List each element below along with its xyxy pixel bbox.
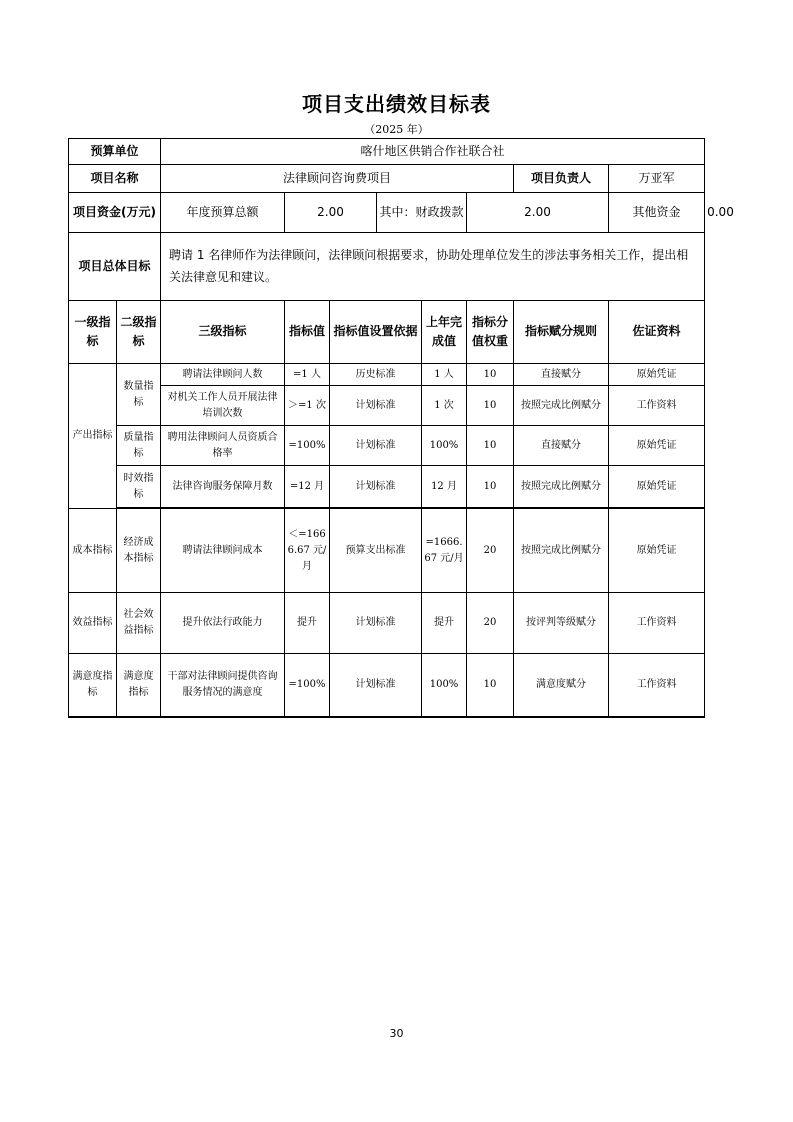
row-evidence: 原始凭证 [609, 364, 705, 386]
row-third-indicator: 干部对法律顾问提供咨询服务情况的满意度 [161, 654, 285, 717]
row-value: =100% [285, 654, 330, 717]
fiscal-label: 其中：财政拨款 [377, 193, 467, 233]
row-third-indicator: 聘请法律顾问人数 [161, 364, 285, 386]
row-weight: 10 [467, 654, 514, 717]
budget-unit-value: 喀什地区供销合作社联合社 [161, 139, 705, 165]
group-satisfaction: 满意度指标 [69, 654, 117, 717]
other-funds-label: 其他资金 [609, 193, 705, 233]
annual-budget-value: 2.00 [285, 193, 377, 233]
row-last-year: 1 人 [422, 364, 467, 386]
header-weight: 指标分值权重 [467, 301, 514, 364]
row-last-year: =1666.67 元/月 [422, 509, 467, 593]
group-satisfaction-sub: 满意度指标 [117, 654, 161, 717]
performance-table: 预算单位 喀什地区供销合作社联合社 项目名称 法律顾问咨询费项目 项目负责人 万亚军 项目资金(万元) 年度预算总额 2.00 其中：财政拨款 2.00 其他资金 0.00 项目总体目标 聘请 1 名律师作为法律顾问，法律顾问根据要求，协助处理单位发生的涉法事务相关工作，提出相关法律意见和建议。 一级指标 二级指标 三级指标 指标值 指标值设置依据 上年完成值 指标分值权重 指标赋分规则 佐证资料 产出指标 数量指标 聘请法律顾问人数 =1 人 历史标准 1 人 10 直接赋分 原始凭证 对机关工作人员开展法律培训次数 ＞=1 次 计划标准 1 次 10 按照完成比例赋分 工作资料 质量指标 聘用法律顾问人员资质合格率 =100% 计划标准 100% 10 直接赋分 原始凭证 时效指标 法律咨询服务保障月数 =12 月 计划标准 12 月 10 按照完成比例赋分 原始凭证 成本指标 经济成本指标 聘请法律顾问成本 ＜=1666.67 元/月 预算支出标准 =1666.67 元/月 20 按照完成比例赋分 原始凭证 效益指标 社会效益指标 提升依法行政能力 提升 计划标准 提升 20 按评判等级赋分 工作资料 满意度指标 满意度指标 干部对法律顾问提供咨询服务情况的满意度 =100% 计划标准 100% 10 满意度赋分 工作资料 [68, 138, 705, 718]
group-output-time: 时效指标 [117, 466, 161, 508]
row-evidence: 原始凭证 [609, 426, 705, 466]
row-evidence: 工作资料 [609, 386, 705, 426]
group-output-quality: 质量指标 [117, 426, 161, 466]
row-value: 提升 [285, 593, 330, 654]
row-evidence: 原始凭证 [609, 466, 705, 508]
header-value: 指标值 [285, 301, 330, 364]
annual-budget-label: 年度预算总额 [161, 193, 285, 233]
overall-goal-text: 聘请 1 名律师作为法律顾问，法律顾问根据要求，协助处理单位发生的涉法事务相关工作，提出相关法律意见和建议。 [161, 233, 705, 301]
overall-goal-label: 项目总体目标 [69, 233, 161, 301]
header-last-year: 上年完成值 [422, 301, 467, 364]
row-evidence: 原始凭证 [609, 509, 705, 593]
row-basis: 计划标准 [330, 426, 422, 466]
project-name-label: 项目名称 [69, 165, 161, 193]
row-weight: 20 [467, 509, 514, 593]
row-rule: 按照完成比例赋分 [514, 509, 609, 593]
header-basis: 指标值设置依据 [330, 301, 422, 364]
header-level3: 三级指标 [161, 301, 285, 364]
row-value: =100% [285, 426, 330, 466]
row-last-year: 1 次 [422, 386, 467, 426]
header-level1: 一级指标 [69, 301, 117, 364]
row-last-year: 提升 [422, 593, 467, 654]
row-value: =12 月 [285, 466, 330, 508]
row-weight: 10 [467, 364, 514, 386]
row-weight: 20 [467, 593, 514, 654]
row-value: =1 人 [285, 364, 330, 386]
group-benefit: 效益指标 [69, 593, 117, 654]
row-third-indicator: 聘用法律顾问人员资质合格率 [161, 426, 285, 466]
row-third-indicator: 提升依法行政能力 [161, 593, 285, 654]
row-basis: 历史标准 [330, 364, 422, 386]
row-rule: 满意度赋分 [514, 654, 609, 717]
group-output: 产出指标 [69, 364, 117, 509]
row-third-indicator: 对机关工作人员开展法律培训次数 [161, 386, 285, 426]
group-benefit-social: 社会效益指标 [117, 593, 161, 654]
row-value: ＜=1666.67 元/月 [285, 509, 330, 593]
row-last-year: 12 月 [422, 466, 467, 508]
row-basis: 计划标准 [330, 386, 422, 426]
project-owner-value: 万亚军 [609, 165, 705, 193]
group-cost: 成本指标 [69, 509, 117, 593]
row-basis: 预算支出标准 [330, 509, 422, 593]
budget-unit-label: 预算单位 [69, 139, 161, 165]
row-third-indicator: 聘请法律顾问成本 [161, 509, 285, 593]
header-evidence: 佐证资料 [609, 301, 705, 364]
page-number: 30 [389, 1027, 404, 1040]
year-label: （2025 年） [364, 123, 429, 136]
row-basis: 计划标准 [330, 466, 422, 508]
row-weight: 10 [467, 466, 514, 508]
group-output-quantity: 数量指标 [117, 364, 161, 426]
project-name-value: 法律顾问咨询费项目 [161, 165, 514, 193]
row-rule: 按评判等级赋分 [514, 593, 609, 654]
row-last-year: 100% [422, 426, 467, 466]
row-evidence: 工作资料 [609, 593, 705, 654]
row-third-indicator: 法律咨询服务保障月数 [161, 466, 285, 508]
fiscal-value: 2.00 [467, 193, 609, 233]
row-weight: 10 [467, 386, 514, 426]
funds-label: 项目资金(万元) [69, 193, 161, 233]
row-basis: 计划标准 [330, 593, 422, 654]
row-rule: 按照完成比例赋分 [514, 386, 609, 426]
row-weight: 10 [467, 426, 514, 466]
header-rule: 指标赋分规则 [514, 301, 609, 364]
row-evidence: 工作资料 [609, 654, 705, 717]
row-rule: 直接赋分 [514, 364, 609, 386]
project-owner-label: 项目负责人 [514, 165, 609, 193]
row-last-year: 100% [422, 654, 467, 717]
row-basis: 计划标准 [330, 654, 422, 717]
row-rule: 按照完成比例赋分 [514, 466, 609, 508]
row-value: ＞=1 次 [285, 386, 330, 426]
header-level2: 二级指标 [117, 301, 161, 364]
row-rule: 直接赋分 [514, 426, 609, 466]
page-title: 项目支出绩效目标表 [302, 92, 491, 116]
group-cost-econ: 经济成本指标 [117, 509, 161, 593]
